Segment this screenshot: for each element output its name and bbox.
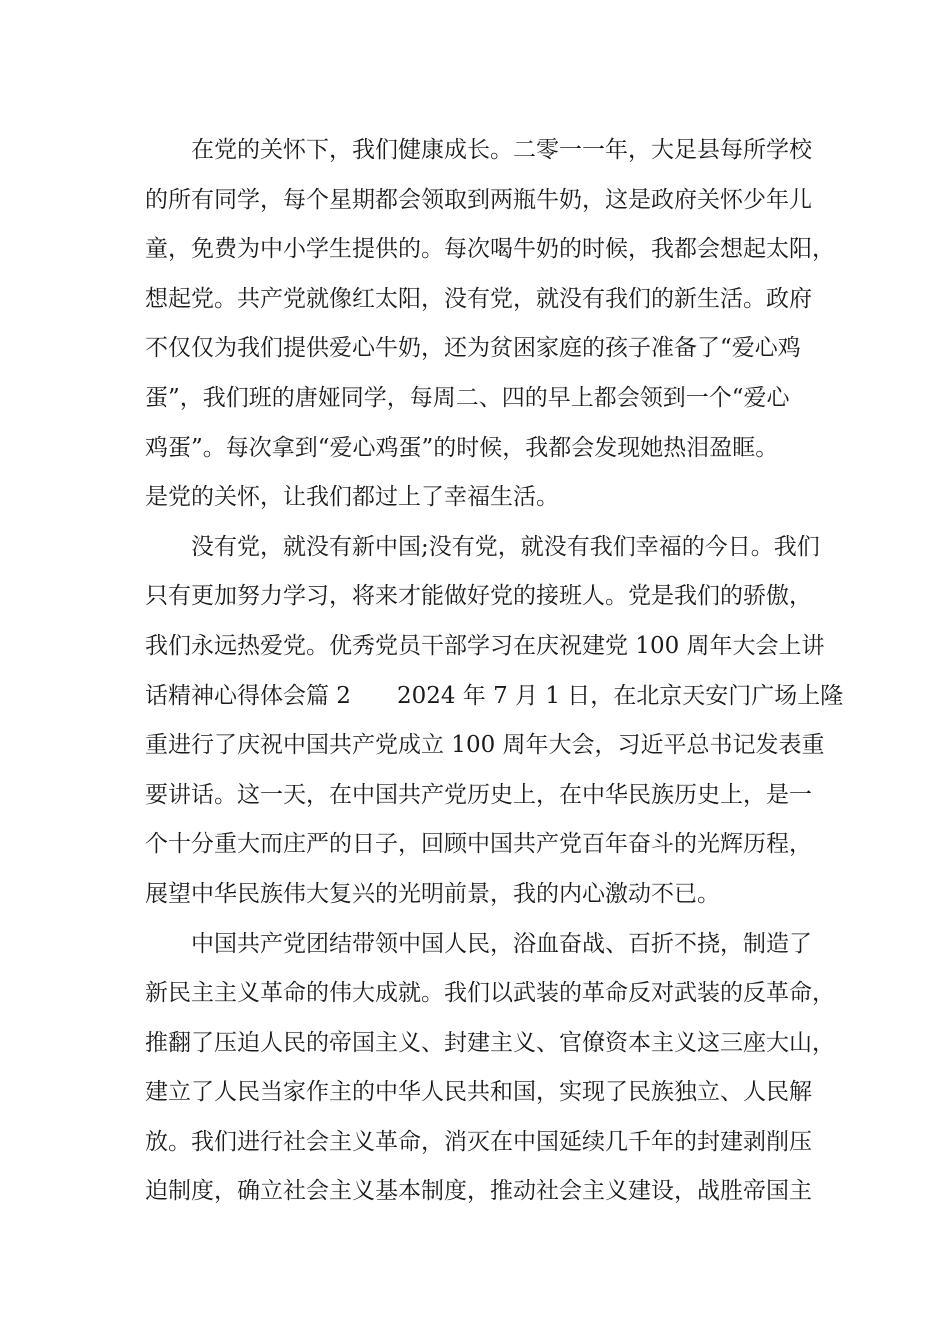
text-line: 想起党。共产党就像红太阳，没有党，就没有我们的新生活。政府 [145,285,812,312]
text-line: 不仅仅为我们提供爱心牛奶，还为贫困家庭的孩子准备了“爱心鸡 [145,335,801,362]
text-line: 要讲话。这一天，在中国共产党历史上，在中华民族历史上，是一 [145,781,812,808]
text-line: 蛋”，我们班的唐娅同学，每周二、四的早上都会领到一个“爱心 [145,384,790,411]
text-line: 鸡蛋”。每次拿到“爱心鸡蛋”的时候，我都会发现她热泪盈眶。 [145,434,779,461]
text-line: 新民主主义革命的伟大成就。我们以武装的革命反对武装的反革命， [145,980,835,1007]
text-line: 迫制度，确立社会主义基本制度，推动社会主义建设，战胜帝国主 [145,1178,812,1205]
text-line: 建立了人民当家作主的中华人民共和国，实现了民族独立、人民解 [145,1079,812,1106]
text-line: 只有更加努力学习，将来才能做好党的接班人。党是我们的骄傲， [145,583,812,610]
document-body [145,126,844,1217]
text-line: 推翻了压迫人民的帝国主义、封建主义、官僚资本主义这三座大山， [145,1029,835,1056]
text-line: 个十分重大而庄严的日子，回顾中国共产党百年奋斗的光辉历程， [145,831,812,858]
text-line: 是党的关怀，让我们都过上了幸福生活。 [145,484,559,511]
text-line: 重进行了庆祝中国共产党成立 100 周年大会，习近平总书记发表重 [145,732,825,759]
text-line: 话精神心得体会篇 2 2024 年 7 月 1 日，在北京天安门广场上隆 [145,682,844,709]
text-line: 童，免费为中小学生提供的。每次喝牛奶的时候，我都会想起太阳， [145,236,835,263]
text-line: 的所有同学，每个星期都会领取到两瓶牛奶，这是政府关怀少年儿 [145,186,812,213]
text-line: 展望中华民族伟大复兴的光明前景，我的内心激动不已。 [145,880,720,907]
text-line: 我们永远热爱党。优秀党员干部学习在庆祝建党 100 周年大会上讲 [145,632,825,659]
text-line: 没有党，就没有新中国;没有党，就没有我们幸福的今日。我们 [145,533,820,560]
text-line: 放。我们进行社会主义革命，消灭在中国延续几千年的封建剥削压 [145,1128,812,1155]
text-line: 在党的关怀下，我们健康成长。二零一一年，大足县每所学校 [145,137,812,163]
text-line: 中国共产党团结带领中国人民，浴血奋战、百折不挠，制造了 [145,930,812,957]
